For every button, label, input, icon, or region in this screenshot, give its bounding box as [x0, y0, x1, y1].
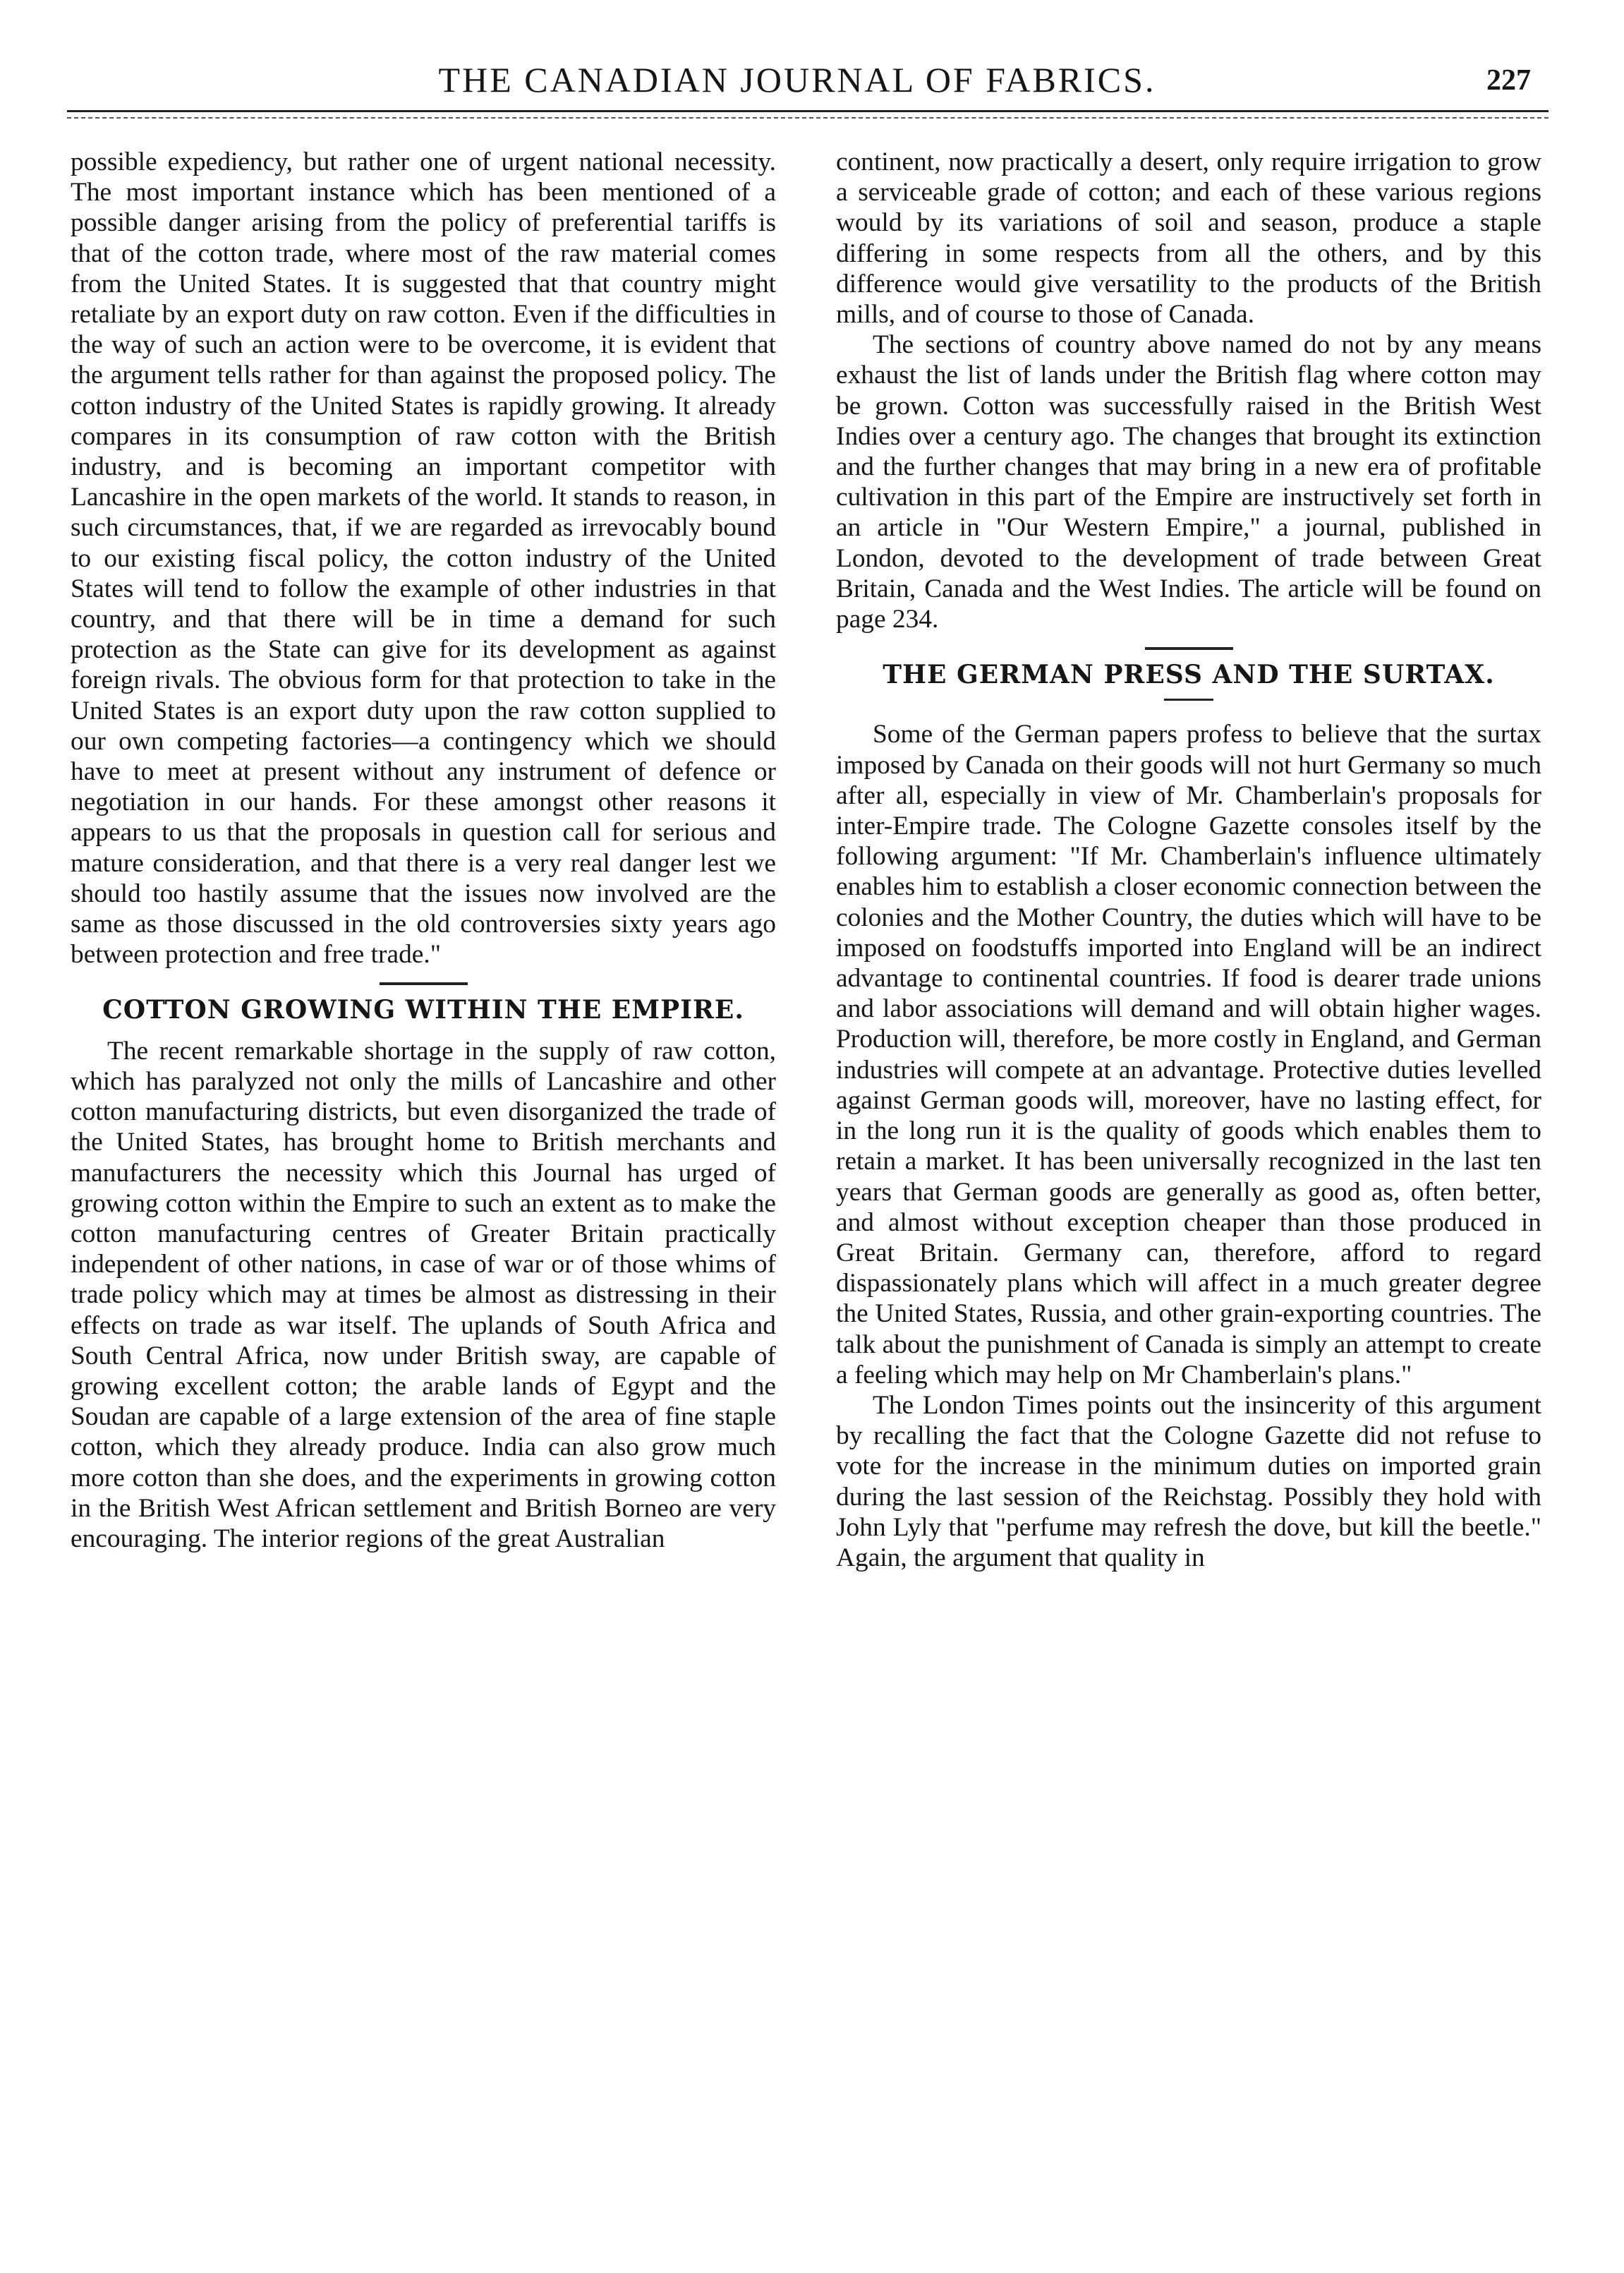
paragraph-london-times: The London Times points out the insincerity of this argument by recalling the fact that the Cologne Gazette did not refuse to vote for the increase in the minimum duties on imported grain during the last session of the Reichstag. Possibly they hold with John Lyly that "perfume may refresh the dove, but kill the beetle." Again, the argument that quality in — [836, 1390, 1541, 1572]
journal-title: THE CANADIAN JOURNAL OF FABRICS. — [438, 60, 1156, 100]
header-rule-dashed — [67, 117, 1549, 119]
paragraph-cotton-growing: The recent remarkable shortage in the supply of raw cotton, which has paralyzed not only the mills of Lancashire and other cotton manufacturing districts, but even disorganized the trade of the United States, has brought home to British merchants and manufacturers the necessity which this Journal has urged of growing cotton within the Empire to such an extent as to make the cotton manufacturing centres of Greater Britain practically independent of other nations, in case of war or of those whims of trade policy which may at times be almost as distressing in their effects on trade as war itself. The uplands of South Africa and South Central Africa, now under British sway, are capable of growing excellent cotton; the arable lands of Egypt and the Soudan are capable of a large extension of the area of fine staple cotton, which they already produce. India can also grow much more cotton than she does, and the experiments in growing cotton in the British West African settlement and British Borneo are very encouraging. The interior regions of the great Australian — [71, 1036, 776, 1553]
section-title-german-press: THE GERMAN PRESS AND THE SURTAX. — [883, 660, 1495, 690]
section-title-cotton-growing: COTTON GROWING WITHIN THE EMPIRE. — [102, 995, 744, 1025]
spacer — [71, 1026, 776, 1036]
left-column — [71, 147, 776, 1554]
section-divider — [1145, 647, 1233, 650]
section-divider — [380, 982, 468, 985]
page-header — [63, 59, 1531, 102]
paragraph-german-papers: Some of the German papers profess to believe that the surtax imposed by Canada on their goods will not hurt Germany so much after all, especially in view of Mr. Chamberlain's proposals for inter-Empire trade. The Cologne Gazette consoles itself by the following argument: "If Mr. Chamberlain's influence ultimately enables him to establish a closer economic connection between the colonies and the Mother Country, the duties which will have to be imposed on foodstuffs imported into England will be an indirect advantage to continental countries. If food is dearer trade unions and labor associations will demand and will obtain higher wages. Production will, therefore, be more costly in England, and German industries will compete at an advantage. Protective duties levelled against German goods will, moreover, have no lasting effect, for in the long run it is the quality of goods which enables them to retain a market. It has been universally recognized in the last ten years that German goods are generally as good as, often better, and almost without exception cheaper than those produced in Great Britain. Germany can, therefore, afford to regard dispassionately plans which will affect in a much greater degree the United States, Russia, and other grain-exporting countries. The talk about the punishment of Canada is simply an attempt to create a feeling which may help on Mr Chamberlain's plans." — [836, 720, 1541, 1389]
continued-paragraph: continent, now practically a desert, only require irrigation to grow a serviceable grade of cotton; and each of these various regions would by its variations of soil and season, produce a staple differing in some respects from all the others, and by this difference would give versatility to the products of the British mills, and of course to those of Canada. — [836, 147, 1541, 330]
page-number: 227 — [1486, 64, 1531, 97]
header-rule — [67, 110, 1549, 112]
paragraph-cotton-sections: The sections of country above named do not by any means exhaust the list of lands under the British flag where cotton may be grown. Cotton was successfully raised in the British West Indies over a century ago. The changes that brought its extinction and the further changes that may bring in a new era of profitable cultivation in this part of the Empire are instructively set forth in an article in "Our Western Empire," a journal, published in London, devoted to the development of trade between Great Britain, Canada and the West Indies. The article will be found on page 234. — [836, 330, 1541, 634]
section-title-underline — [1164, 699, 1213, 701]
right-column — [836, 147, 1541, 1573]
continued-paragraph: possible expediency, but rather one of urgent national necessity. The most important instance which has been mentioned of a possible danger arising from the policy of preferential tariffs is that of the cotton trade, where most of the raw material comes from the United States. It is suggested that that country might retaliate by an export duty on raw cotton. Even if the difficulties in the way of such an action were to be overcome, it is evident that the argument tells rather for than against the proposed policy. The cotton industry of the United States is rapidly growing. It already compares in its consumption of raw cotton with the British industry, and is becoming an important competitor with Lancashire in the open markets of the world. It stands to reason, in such circumstances, that, if we are regarded as irrevocably bound to our existing fiscal policy, the cotton industry of the United States will tend to follow the example of other industries in that country, and that there will be in time a demand for such protection as the State can give for its development as against foreign rivals. The obvious form for that protection to take in the United States is an export duty upon the raw cotton supplied to our own competing factories—a contingency which we should have to meet at present without any instrument of defence or negotiation in our hands. For these amongst other reasons it appears to us that the proposals in question call for serious and mature consideration, and that there is a very real danger lest we should too hastily assume that the issues now involved are the same as those discussed in the old controversies sixty years ago between protection and free trade." — [71, 147, 776, 970]
